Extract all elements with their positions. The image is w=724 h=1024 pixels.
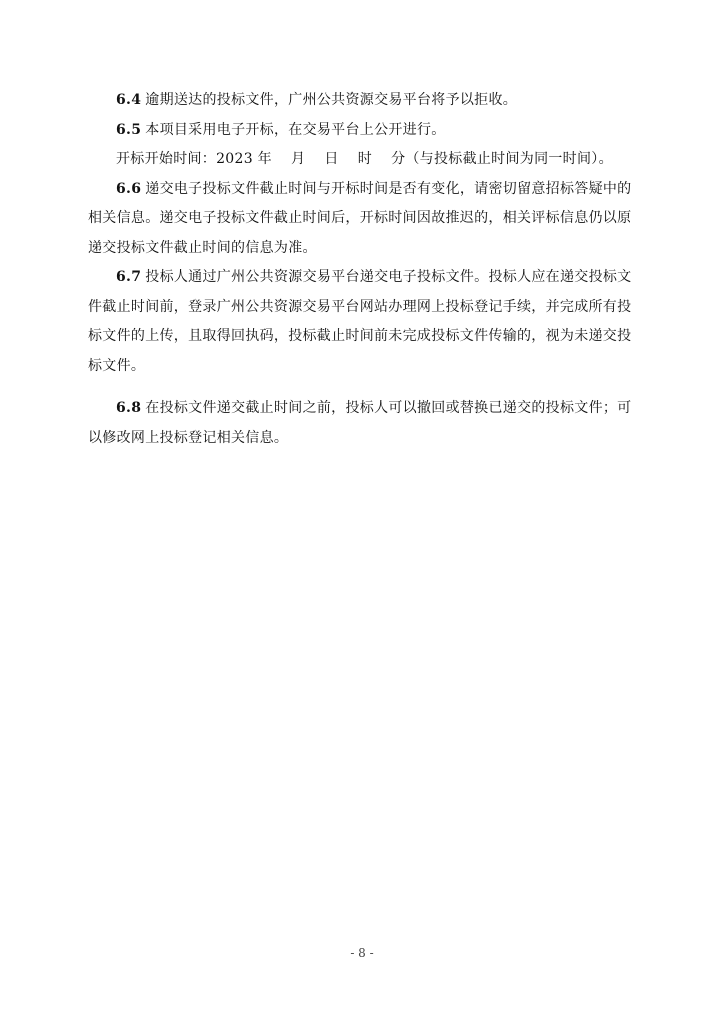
paragraph-line: 相关信息。递交电子投标文件截止时间后，开标时间因故推迟的，相关评标信息仍以原 [88, 210, 632, 226]
paragraph-6-7 [116, 268, 676, 286]
paragraph-6-4 [116, 91, 676, 109]
paragraph-text: 本项目采用电子开标，在交易平台上公开进行。 [145, 122, 446, 138]
section-number: 6.4 [116, 92, 142, 108]
paragraph-text: 投标人通过广州公共资源交易平台递交电子投标文件。投标人应在递交投标文 [145, 269, 632, 285]
paragraph-line: 递交投标文件截止时间的信息为准。 [88, 240, 317, 256]
paragraph-6-8 [116, 399, 676, 417]
paragraph-text: 逾期送达的投标文件，广州公共资源交易平台将予以拒收。 [145, 92, 518, 108]
paragraph-line: 标文件。 [88, 358, 146, 374]
paragraph-line: 以修改网上投标登记相关信息。 [88, 430, 289, 446]
bid-opening-time [116, 150, 676, 168]
section-number: 6.6 [116, 181, 142, 197]
section-number: 6.8 [116, 400, 142, 416]
paragraph-6-6 [116, 180, 676, 198]
paragraph-line: 件截止时间前，登录广州公共资源交易平台网站办理网上投标登记手续，并完成所有投 [88, 299, 632, 315]
paragraph-text: 递交电子投标文件截止时间与开标时间是否有变化，请密切留意招标答疑中的 [145, 181, 632, 197]
paragraph-6-5 [116, 121, 676, 139]
section-number: 6.5 [116, 122, 142, 138]
page-number: - 8 - [350, 946, 374, 960]
section-number: 6.7 [116, 269, 142, 285]
paragraph-text: 开标开始时间：2023 年 月 日 时 分（与投标截止时间为同一时间）。 [116, 151, 613, 167]
paragraph-line: 标文件的上传，且取得回执码，投标截止时间前未完成投标文件传输的，视为未递交投 [88, 328, 632, 344]
paragraph-text: 在投标文件递交截止时间之前，投标人可以撤回或替换已递交的投标文件；可 [145, 400, 632, 416]
